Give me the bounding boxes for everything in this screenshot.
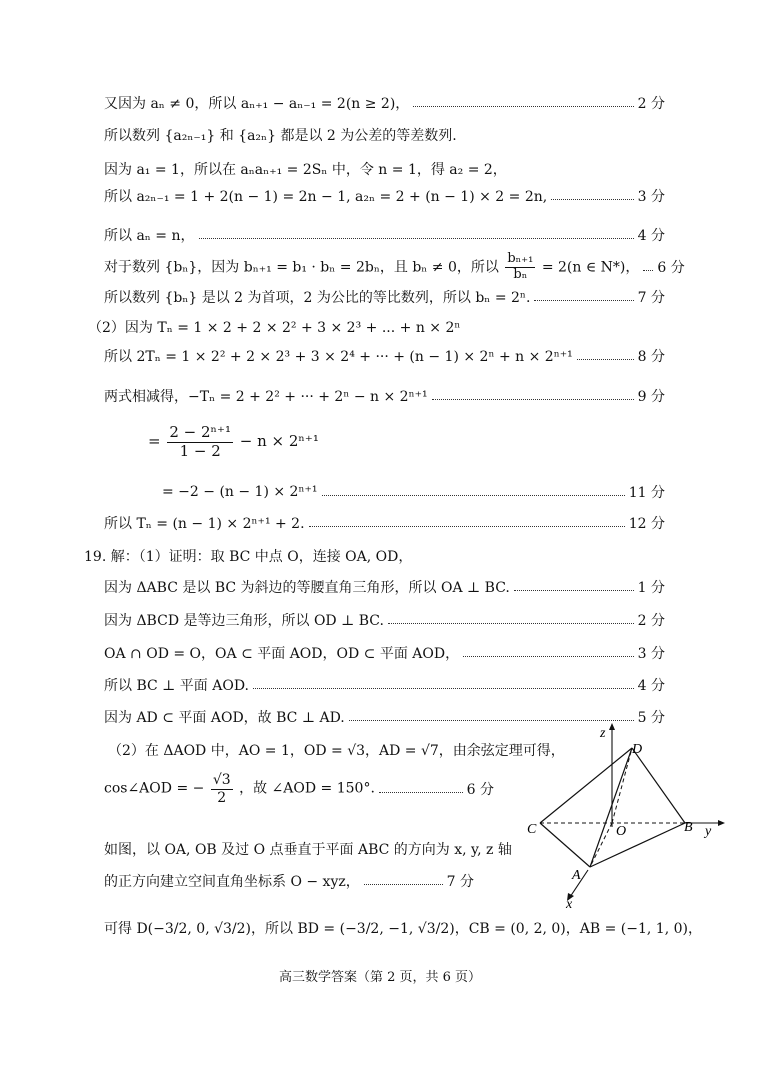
line-5: 所以 aₙ = n， 4 分: [104, 222, 665, 248]
leader-dots: [463, 655, 634, 657]
tetrahedron-figure: [520, 715, 730, 910]
leader-dots: [432, 398, 634, 400]
leader-dots: [514, 589, 634, 591]
label-z: z: [600, 726, 606, 741]
score: 4 分: [637, 228, 665, 244]
line-13: 所以 Tₙ = (n − 1) × 2ⁿ⁺¹ + 2. 12 分: [104, 510, 665, 536]
line-12: = −2 − (n − 1) × 2ⁿ⁺¹ 11 分: [162, 484, 665, 501]
cos-fraction: $\frac{√3}{2}$: [212, 772, 231, 806]
score: 3 分: [637, 646, 665, 662]
line-24: 可得 D(−3/2, 0, √3/2)，所以 BD = (−3/2, −1, √3/2)，CB = (0, 2, 0)，AB = (−1, 1, 0)，: [104, 921, 702, 937]
line-18: 所以 BC ⊥ 平面 AOD. 4 分: [104, 672, 665, 698]
edge-AB: [590, 823, 685, 867]
line-23: 的正方向建立空间直角坐标系 O − xyz， 7 分: [104, 868, 474, 894]
line-3: 因为 a₁ = 1，所以在 aₙaₙ₊₁ = 2Sₙ 中，令 n = 1，得 a₂ = 2，: [104, 162, 507, 178]
score: 9 分: [637, 389, 665, 405]
z-arrow-icon: [609, 723, 615, 730]
line-19: 因为 AD ⊂ 平面 AOD，故 BC ⊥ AD. 5 分: [104, 704, 665, 730]
leader-dots: [534, 299, 633, 301]
line-7: 所以数列 {bₙ} 是以 2 为首项，2 为公比的等比数列，所以 bₙ = 2ⁿ. 7 分: [104, 284, 665, 310]
line-21: cos∠AOD = − $\frac{√3}{2}$ ，故 ∠AOD = 150°. 6 分: [104, 772, 494, 806]
leader-dots: [309, 525, 625, 527]
score: 6 分: [657, 260, 685, 276]
label-y: y: [705, 824, 712, 839]
score: 1 分: [637, 580, 665, 596]
line-16: 因为 ΔBCD 是等边三角形，所以 OD ⊥ BC. 2 分: [104, 607, 665, 633]
leader-dots: [388, 622, 634, 624]
line-14: 19. 解：（1）证明：取 BC 中点 O，连接 OA, OD，: [84, 549, 413, 565]
score: 4 分: [637, 678, 665, 694]
line-22: 如图，以 OA, OB 及过 O 点垂直于平面 ABC 的方向为 x, y, z 轴: [104, 842, 512, 858]
score: 3 分: [637, 189, 665, 205]
leader-dots: [551, 198, 633, 200]
line-15: 因为 ΔABC 是以 BC 为斜边的等腰直角三角形，所以 OA ⊥ BC. 1 分: [104, 574, 665, 600]
score: 11 分: [628, 485, 665, 501]
edge-OD: [612, 748, 632, 823]
line-9: 所以 2Tₙ = 1 × 2² + 2 × 2³ + 3 × 2⁴ + ··· + (n − 1) × 2ⁿ + n × 2ⁿ⁺¹ 8 分: [104, 343, 665, 369]
leader-dots: [577, 358, 634, 360]
leader-dots: [379, 791, 463, 793]
sum-fraction: $\frac{\text{2 − 2ⁿ⁺¹}}{1 - 2}$: [169, 423, 231, 460]
y-arrow-icon: [718, 820, 725, 826]
edge-CA: [540, 823, 590, 867]
score: 7 分: [637, 290, 665, 306]
label-C: C: [527, 822, 537, 837]
leader-dots: [199, 237, 634, 239]
line-2: 所以数列 {a₂ₙ₋₁} 和 {a₂ₙ} 都是以 2 为公差的等差数列.: [104, 128, 457, 144]
ratio-fraction: $\frac{\text{bₙ₊₁}}{\text{bₙ}}$: [507, 250, 534, 282]
page-footer: 高三数学答案（第 2 页，共 6 页）: [278, 970, 482, 985]
line-10: 两式相减得，−Tₙ = 2 + 2² + ··· + 2ⁿ − n × 2ⁿ⁺¹ 9 分: [104, 383, 665, 409]
leader-dots: [322, 494, 625, 496]
label-x: x: [566, 897, 573, 912]
label-O: O: [616, 824, 627, 839]
edge-OA: [590, 823, 612, 867]
score: 2 分: [637, 96, 665, 112]
score: 12 分: [628, 516, 665, 532]
label-B: B: [684, 820, 693, 835]
line-8: （2）因为 Tₙ = 1 × 2 + 2 × 2² + 3 × 2³ + ... + n × 2ⁿ: [88, 320, 461, 336]
line-6: 对于数列 {bₙ}，因为 bₙ₊₁ = b₁ · bₙ = 2bₙ，且 bₙ ≠ 0，所以 $\frac{\text{bₙ₊₁}}{\text{bₙ}}$ = 2(n ∈ N*)， 6 分: [104, 250, 685, 282]
score: 6 分: [466, 782, 494, 798]
leader-dots: [413, 105, 633, 107]
score: 7 分: [446, 874, 474, 890]
line-11: = $\frac{\text{2 − 2ⁿ⁺¹}}{1 - 2}$ − n × 2ⁿ⁺¹: [148, 423, 319, 460]
leader-dots: [643, 269, 653, 271]
score: 5 分: [637, 710, 665, 726]
line-17: OA ∩ OD = O，OA ⊂ 平面 AOD，OD ⊂ 平面 AOD， 3 分: [104, 640, 665, 666]
score: 2 分: [637, 613, 665, 629]
line-4: 所以 a₂ₙ₋₁ = 1 + 2(n − 1) = 2n − 1, a₂ₙ = 2 + (n − 1) × 2 = 2n, 3 分: [104, 183, 665, 209]
label-D: D: [632, 742, 643, 757]
score: 8 分: [637, 349, 665, 365]
leader-dots: [253, 687, 634, 689]
leader-dots: [364, 883, 443, 885]
edge-DB: [632, 748, 685, 823]
line-20: （2）在 ΔAOD 中，AO = 1，OD = √3，AD = √7，由余弦定理可得，: [108, 743, 565, 759]
line-1: 又因为 aₙ ≠ 0，所以 aₙ₊₁ − aₙ₋₁ = 2(n ≥ 2)， 2 分: [104, 90, 665, 116]
label-A: A: [572, 868, 581, 883]
